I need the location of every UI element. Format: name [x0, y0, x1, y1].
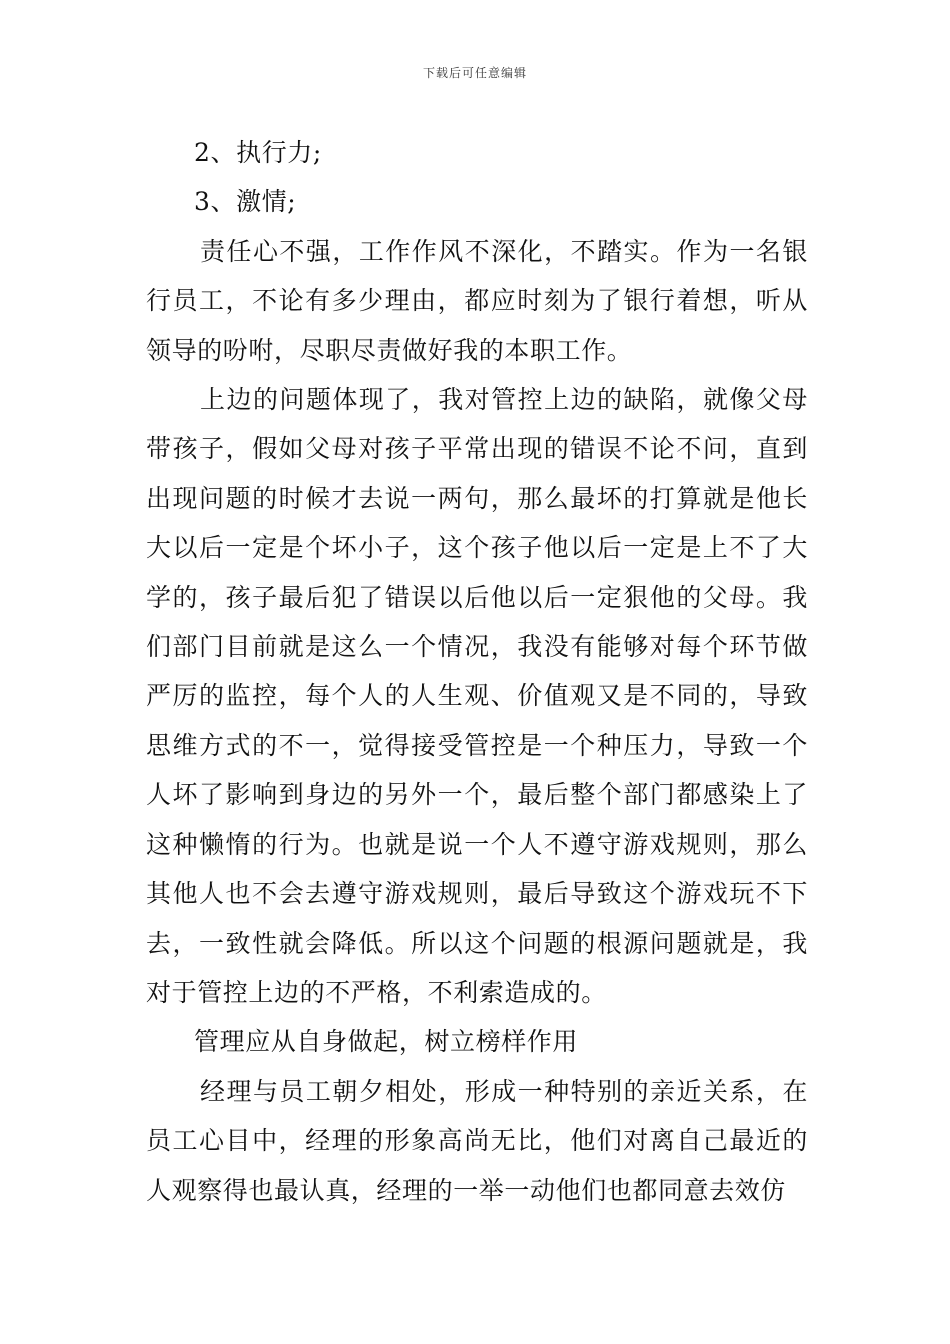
list-item-execution: 2、执行力; [194, 138, 322, 167]
document-body [146, 128, 808, 1215]
paragraph-manager-role: 经理与员工朝夕相处，形成一种特别的亲近关系，在员工心目中，经理的形象高尚无比，他们对离自己最近的人观察得也最认真，经理的一举一动他们也都同意去效仿 [146, 1076, 808, 1205]
paragraph-control-issues: 上边的问题体现了，我对管控上边的缺陷，就像父母带孩子，假如父母对孩子平常出现的错误不论不问，直到出现问题的时候才去说一两句，那么最坏的打算就是他长大以后一定是个坏小子，这个孩子他以后一定是上不了大学的，孩子最后犯了错误以后他以后一定狠他的父母。我们部门目前就是这么一个情况，我没有能够对每个环节做严厉的监控，每个人的人生观、价值观又是不同的，导致思维方式的不一，觉得接受管控是一个种压力，导致一个人坏了影响到身边的另外一个，最后整个部门都感染上了这种懒惰的行为。也就是说一个人不遵守游戏规则，那么其他人也不会去遵守游戏规则，最后导致这个游戏玩不下去，一致性就会降低。所以这个问题的根源问题就是，我对于管控上边的不严格，不利索造成的。 [146, 385, 808, 1007]
paragraph-responsibility: 责任心不强，工作作风不深化，不踏实。作为一名银行员工，不论有多少理由，都应时刻为了银行着想，听从领导的吩咐，尽职尽责做好我的本职工作。 [146, 236, 808, 365]
section-heading: 管理应从自身做起，树立榜样作用 [194, 1027, 579, 1057]
list-item-passion: 3、激情; [194, 187, 297, 217]
page-header: 下载后可任意编辑 [422, 66, 527, 80]
